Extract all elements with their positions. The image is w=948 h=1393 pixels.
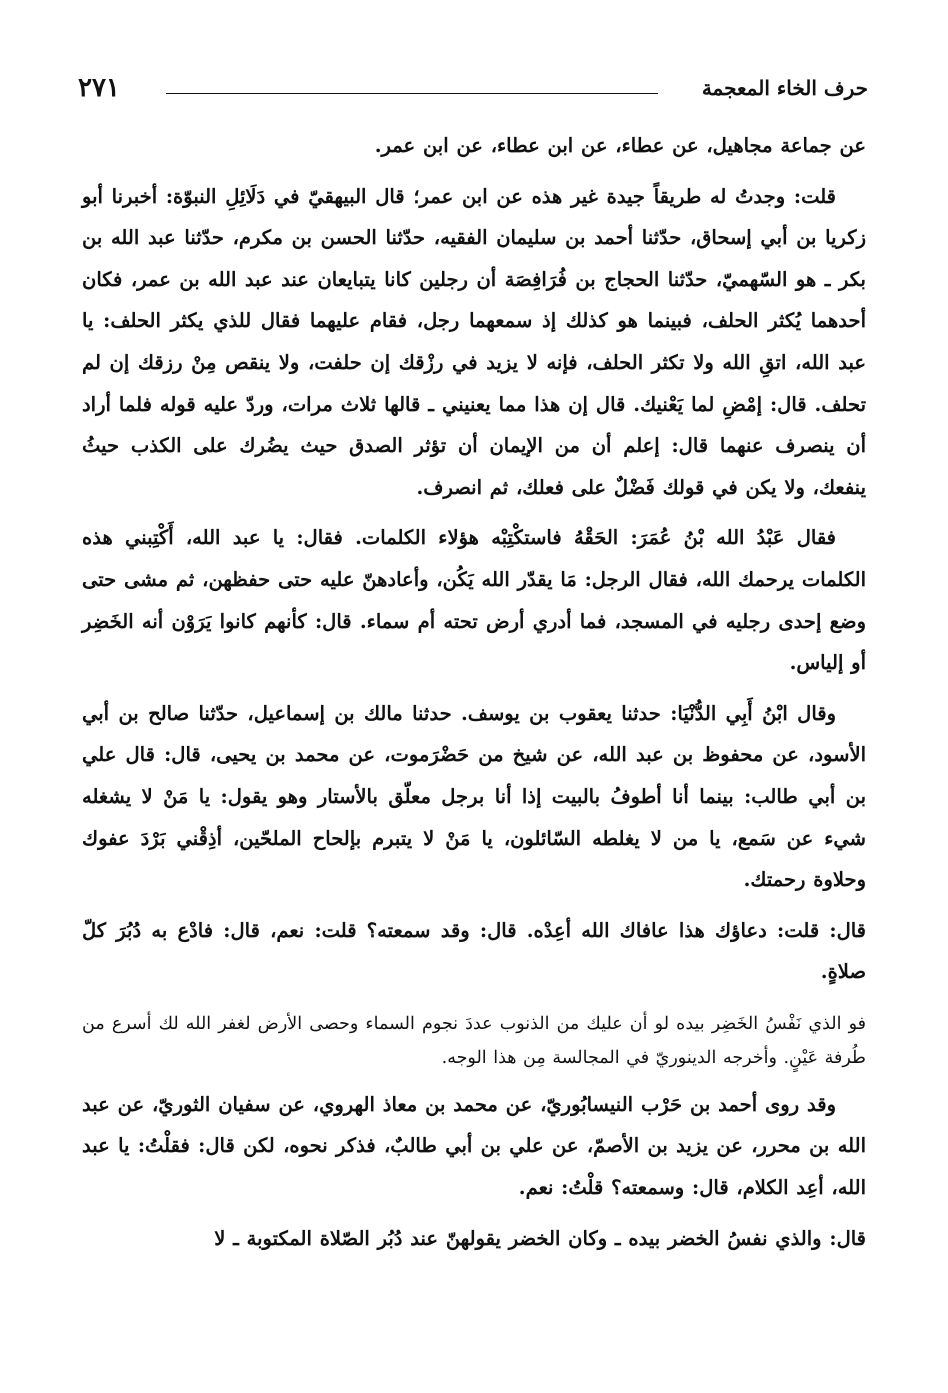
paragraph: فقال عَبْدُ الله بْنُ عُمَرَ: الحَقْهُ فاستكْتِبْه هؤلاء الكلمات. فقال: يا عبد الله، أَكْتِبني هذه الكلمات يرحمك الله، فقال الرجل: مَا يقدّر الله يَكُن، وأعادهنّ عليه حتى حفظهن، ثم مشى حتى وضع إحدى رجليه في المسجد، فما أدري أرض تحته أم سماء. قال: كأنهم كانوا يَرَوْن أنه الخَضِر أو إلياس. bbox=[82, 526, 866, 675]
paragraph: قال: والذي نفسُ الخضر بيده ـ وكان الخضر يقولهنّ عند دُبُر الصّلاة المكتوبة ـ لا bbox=[214, 1226, 866, 1250]
paragraph: فو الذي نَفْسُ الخَضِر بيده لو أن عليك من الذنوب عددَ نجوم السماء وحصى الأرض لغفر الله لك أسرع من طُرفة عَيْنٍ. وأخرجه الدينوريّ في المجالسة مِن هذا الوجه. bbox=[82, 1013, 866, 1068]
paragraph: قال: قلت: دعاؤك هذا عافاك الله أعِدْه. قال: وقد سمعته؟ قلت: نعم، قال: فادْع به دُبُرَ كلّ صلاةٍ. bbox=[82, 918, 866, 984]
page-number: ٢٧١ bbox=[78, 73, 120, 103]
header-rule bbox=[166, 93, 658, 94]
running-title: حرف الخاء المعجمة bbox=[701, 76, 868, 100]
body-text bbox=[82, 125, 866, 1268]
paragraph: وقد روى أحمد بن حَرْب النيسابُوريّ، عن محمد بن معاذ الهروي، عن سفيان الثوريّ، عن عبد الله بن محرر، عن يزيد بن الأصمّ، عن علي بن أبي طالبٌ، فذكر نحوه، لكن قال: فقلْتُ: يا عبد الله، أعِد الكلام، قال: وسمعته؟ قلْتُ: نعم. bbox=[82, 1092, 866, 1200]
paragraph: وقال ابْنُ أَبِي الدُّنْيَا: حدثنا يعقوب بن يوسف. حدثنا مالك بن إسماعيل، حدّثنا صالح بن أبي الأسود، عن محفوظ بن عبد الله، عن شيخ من حَضْرَموت، عن محمد بن يحيى، قال: قال علي بن أبي طالب: بينما أنا أطوفُ بالبيت إذا أنا برجل معلّق بالأستار وهو يقول: يا مَنْ لا يشغله شيء عن سَمع، يا من لا يغلطه السّائلون، يا مَنْ لا يتبرم بإلحاح الملحّين، أذِقْني بَرْدَ عفوك وحلاوة رحمتك. bbox=[82, 701, 866, 892]
page-header bbox=[78, 66, 868, 110]
paragraph: عن جماعة مجاهيل، عن عطاء، عن ابن عطاء، عن ابن عمر. bbox=[374, 134, 866, 157]
paragraph: قلت: وجدتُ له طريقاً جيدة غير هذه عن ابن عمر؛ قال البيهقيّ في دَلَائِلِ النبوّة: أخبرنا أبو زكريا بن أبي إسحاق، حدّثنا أحمد بن سليمان الفقيه، حدّثنا الحسن بن مكرم، حدّثنا عبد الله بن بكر ـ هو السّهميّ، حدّثنا الحجاج بن فُرَافِصَة أن رجلين كانا يتبايعان عند عبد الله بن عمر، فكان أحدهما يُكثر الحلف، فبينما هو كذلك إذ سمعهما رجل، فقام عليهما فقال للذي يكثر الحلف: يا عبد الله، اتقِ الله ولا تكثر الحلف، فإنه لا يزيد في رزْقك إن حلفت، ولا ينقص مِنْ رزقك إن لم تحلف. قال: إمْضِ لما يَعْنيك. قال إن هذا مما يعنيني ـ قالها ثلاث مرات، وردّ عليه قوله فلما أراد أن ينصرف عنهما قال: إعلم أن من الإيمان أن تؤثر الصدق حيث يضُرك على الكذب حيثُ ينفعك، ولا يكن في قولك فَضْلٌ على فعلك، ثم انصرف. bbox=[82, 184, 866, 499]
